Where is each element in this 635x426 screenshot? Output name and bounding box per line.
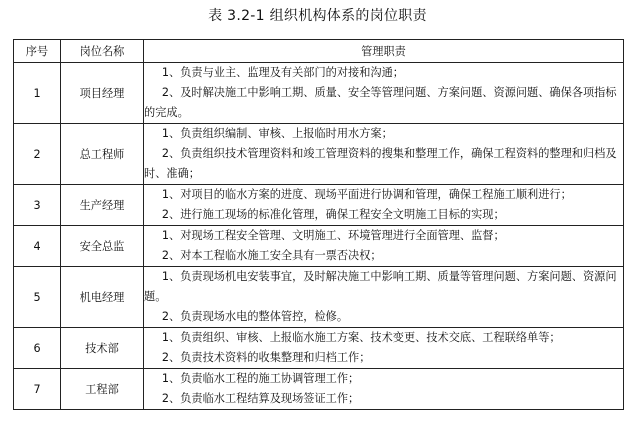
post-name: 安全总监 (61, 226, 144, 267)
duty-line: 1、负责组织、审核、上报临水施工方案、技术变更、技术交底、工程联络单等； (161, 331, 561, 344)
duty-cell (144, 226, 624, 267)
duty-line: 2、及时解决施工中影响工期、质量、安全等管理问题、方案问题、资源问题、确保各项指标的完成。 (144, 86, 617, 119)
row-number: 4 (14, 226, 61, 267)
row-number: 6 (14, 328, 61, 369)
duty-cell (144, 124, 624, 185)
table-row (14, 124, 624, 185)
post-name: 项目经理 (61, 63, 144, 124)
post-name: 技术部 (61, 328, 144, 369)
header-post: 岗位名称 (61, 40, 144, 63)
row-number: 3 (14, 185, 61, 226)
duty-line: 1、负责临水工程的施工协调管理工作； (161, 372, 360, 385)
post-duty-table (13, 39, 624, 410)
row-number: 5 (14, 267, 61, 328)
table-header-row (14, 40, 624, 63)
post-name: 机电经理 (61, 267, 144, 328)
row-number: 7 (14, 369, 61, 410)
table-row (14, 267, 624, 328)
table-row (14, 185, 624, 226)
duty-cell (144, 63, 624, 124)
duty-cell (144, 328, 624, 369)
table-row (14, 63, 624, 124)
duty-cell (144, 369, 624, 410)
duty-line: 2、负责组织技术管理资料和竣工管理资料的搜集和整理工作，确保工程资料的整理和归档及时、准确； (144, 147, 617, 180)
duty-line: 1、对现场工程安全管理、文明施工、环境管理进行全面管理、监督； (161, 229, 505, 242)
row-number: 1 (14, 63, 61, 124)
table-row (14, 328, 624, 369)
duty-line: 2、负责临水工程结算及现场签证工作； (161, 392, 360, 405)
post-name: 总工程师 (61, 124, 144, 185)
table-row (14, 369, 624, 410)
duty-cell (144, 185, 624, 226)
table-row (14, 226, 624, 267)
duty-line: 1、负责现场机电安装事宜，及时解决施工中影响工期、质量等管理问题、方案问题、资源问题。 (144, 270, 617, 303)
duty-line: 2、负责现场水电的整体管控，检修。 (161, 310, 349, 323)
post-name: 工程部 (61, 369, 144, 410)
duty-line: 1、对项目的临水方案的进度、现场平面进行协调和管理，确保工程施工顺利进行； (161, 188, 572, 201)
header-no: 序号 (14, 40, 61, 63)
duty-line: 1、负责与业主、监理及有关部门的对接和沟通； (161, 66, 404, 79)
post-name: 生产经理 (61, 185, 144, 226)
duty-cell (144, 267, 624, 328)
row-number: 2 (14, 124, 61, 185)
duty-line: 2、对本工程临水施工安全具有一票否决权； (161, 249, 382, 262)
header-duty: 管理职责 (144, 40, 624, 63)
duty-line: 1、负责组织编制、审核、上报临时用水方案； (161, 127, 393, 140)
duty-line: 2、负责技术资料的收集整理和归档工作； (161, 351, 371, 364)
duty-line: 2、进行施工现场的标准化管理，确保工程安全文明施工目标的实现； (161, 208, 505, 221)
table-caption: 表 3.2-1 组织机构体系的岗位职责 (208, 8, 427, 24)
